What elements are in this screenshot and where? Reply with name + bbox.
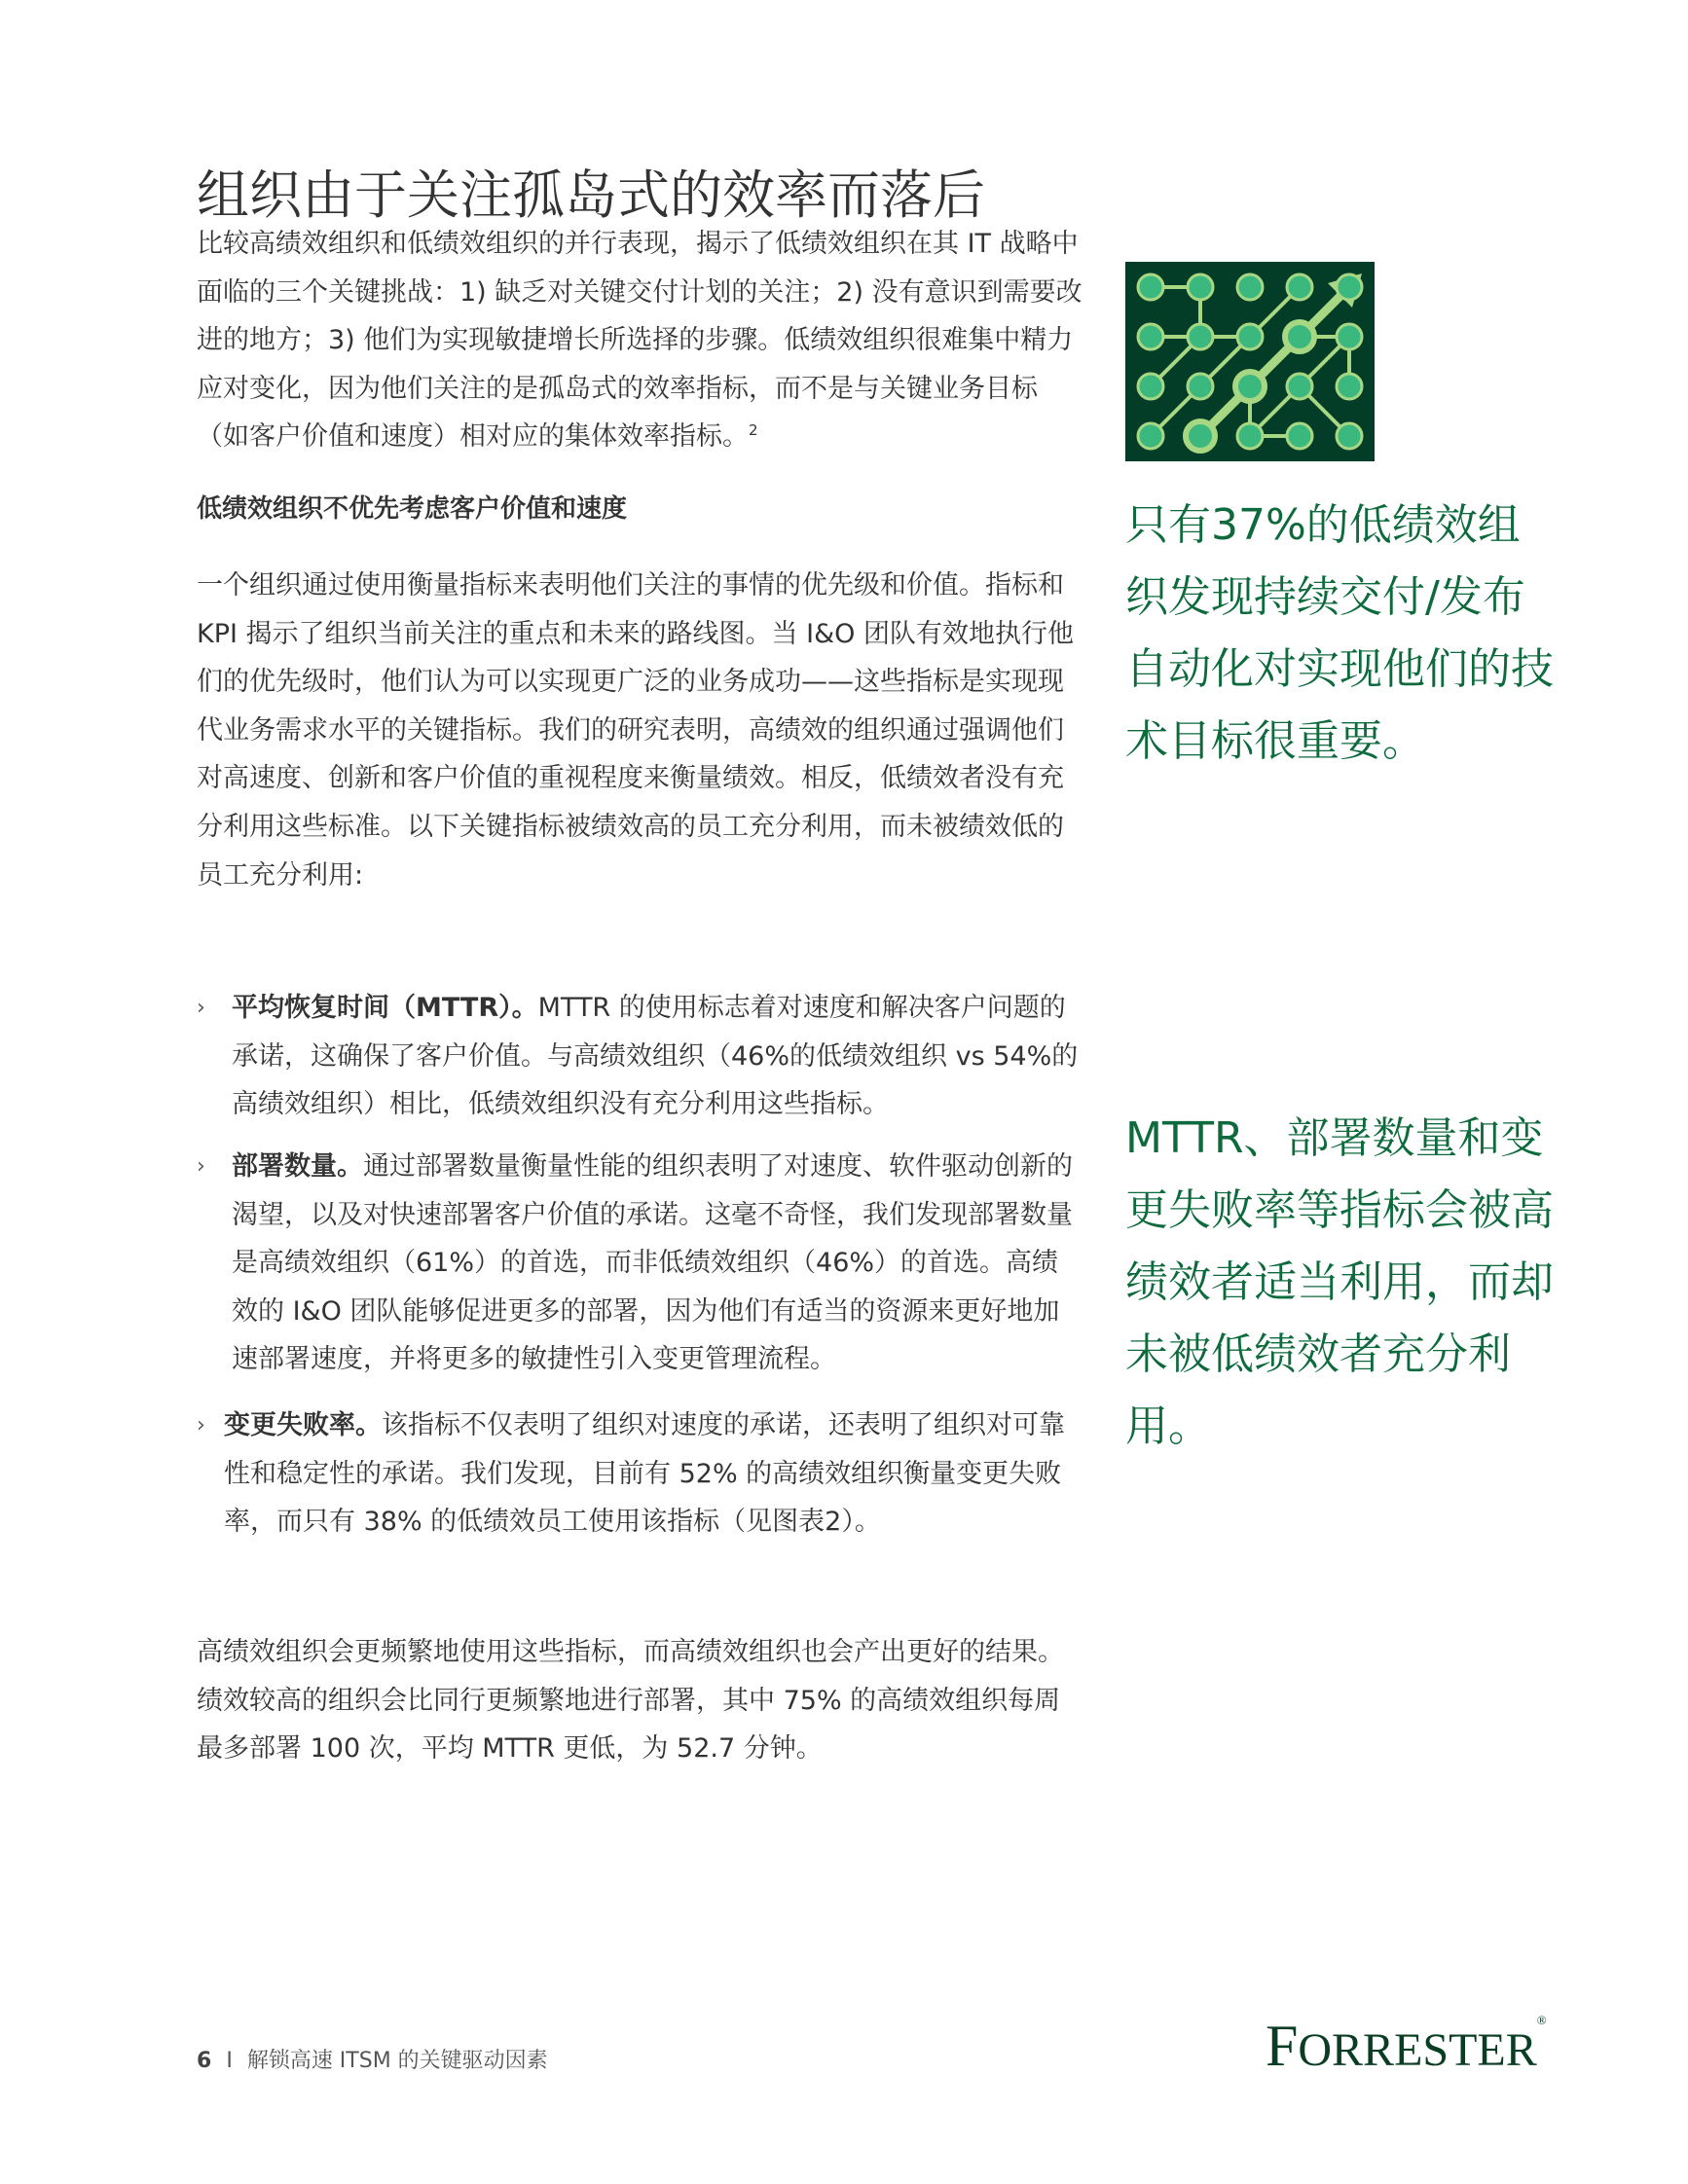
document-title: 解锁高速 ITSM 的关键驱动因素 bbox=[246, 2049, 548, 2073]
section-subheading: 低绩效组织不优先考虑客户价值和速度 bbox=[197, 494, 628, 524]
icon-node bbox=[1237, 324, 1263, 349]
bullet-title: 变更失败率。 bbox=[224, 1410, 382, 1440]
bullet-text: 通过部署数量衡量性能的组织表明了对速度、软件驱动创新的渴望，以及对快速部署客户价值的承诺。这毫不奇怪，我们发现部署数量是高绩效组织（61%）的首选，而非低绩效组织（46%）的首选。高绩效的 I&O 团队能够促进更多的部署，因为他们有适当的资源来更好地加速部署速度，并将更多的敏捷性引入变更管理流程。 bbox=[232, 1151, 1073, 1375]
icon-node bbox=[1138, 423, 1163, 449]
icon-node bbox=[1237, 423, 1263, 449]
bullet-mttr bbox=[197, 984, 1083, 1129]
forrester-logo: FORRESTER® bbox=[1266, 2013, 1547, 2078]
page-title: 组织由于关注孤岛式的效率而落后 bbox=[197, 164, 985, 227]
callout-quote-2: MTTR、部署数量和变更失败率等指标会被高绩效者适当利用，而却未被低绩效者充分利用。 bbox=[1125, 1113, 1554, 1451]
icon-node bbox=[1337, 324, 1362, 349]
icon-node bbox=[1337, 423, 1362, 449]
icon-node bbox=[1186, 421, 1215, 451]
icon-node bbox=[1285, 322, 1314, 351]
body-paragraph: 一个组织通过使用衡量指标来表明他们关注的事情的优先级和价值。指标和 KPI 揭示了组织当前关注的重点和未来的路线图。当 I&O 团队有效地执行他们的优先级时，他们认为可以实现更广泛的业务成功——这些指标是实现现代业务需求水平的关键指标。我们的研究表明，高绩效的组织通过强调他们对高速度、创新和客户价值的重视程度来衡量绩效。相反，低绩效者没有充分利用这些标准。以下关键指标被绩效高的员工充分利用，而未被绩效低的员工充分利用: bbox=[197, 570, 1074, 891]
icon-node bbox=[1287, 374, 1312, 399]
bullet-change-failure bbox=[197, 1401, 1083, 1547]
footnote-ref[interactable]: 2 bbox=[749, 421, 758, 440]
bullet-deployments bbox=[197, 1143, 1083, 1384]
icon-node bbox=[1188, 324, 1213, 349]
bullet-text: 该指标不仅表明了组织对速度的承诺，还表明了组织对可靠性和稳定性的承诺。我们发现，目前有 52% 的高绩效组织衡量变更失败率，而只有 38% 的低绩效员工使用该指标（见图表2）。 bbox=[224, 1410, 1065, 1538]
icon-node bbox=[1287, 423, 1312, 449]
page-footer bbox=[197, 2044, 548, 2074]
icon-node bbox=[1337, 274, 1362, 300]
bullet-title: 平均恢复时间（MTTR）。 bbox=[232, 993, 538, 1023]
intro-text: 比较高绩效组织和低绩效组织的并行表现，揭示了低绩效组织在其 IT 战略中面临的三个关键挑战：1) 缺乏对关键交付计划的关注；2) 没有意识到需要改进的地方；3) 他们为实现敏捷增长所选择的步骤。低绩效组织很难集中精力应对变化，因为他们关注的是孤岛式的效率指标，而不是与关键业务目标（如客户价值和速度）相对应的集体效率指标。 bbox=[197, 229, 1083, 453]
chevron-right-icon: › bbox=[197, 1413, 205, 1438]
footer-separator: I bbox=[226, 2049, 233, 2073]
bullet-title: 部署数量。 bbox=[232, 1151, 363, 1182]
page-number: 6 bbox=[197, 2049, 212, 2073]
icon-node bbox=[1188, 274, 1213, 300]
bullet-text: MTTR 的使用标志着对速度和解决客户问题的承诺，这确保了客户价值。与高绩效组织（46%的低绩效组织 vs 54%的高绩效组织）相比，低绩效组织没有充分利用这些指标。 bbox=[232, 993, 1079, 1120]
icon-node bbox=[1138, 324, 1163, 349]
icon-node bbox=[1337, 374, 1362, 399]
intro-paragraph bbox=[197, 220, 1083, 461]
icon-node bbox=[1138, 274, 1163, 300]
callout-quote-1: 只有37%的低绩效组织发现持续交付/发布自动化对实现他们的技术目标很重要。 bbox=[1125, 500, 1554, 766]
icon-node bbox=[1237, 274, 1263, 300]
icon-node bbox=[1188, 374, 1213, 399]
icon-node bbox=[1235, 372, 1265, 401]
chevron-right-icon: › bbox=[197, 1154, 205, 1179]
icon-node bbox=[1287, 274, 1312, 300]
chevron-right-icon: › bbox=[197, 996, 205, 1020]
network-growth-icon bbox=[1125, 262, 1375, 461]
conclusion-paragraph: 高绩效组织会更频繁地使用这些指标，而高绩效组织也会产出更好的结果。 绩效较高的组织会比同行更频繁地进行部署，其中 75% 的高绩效组织每周最多部署 100 次，平均 MTTR 更低，为 52.7 分钟。 bbox=[197, 1637, 1064, 1765]
icon-node bbox=[1138, 374, 1163, 399]
